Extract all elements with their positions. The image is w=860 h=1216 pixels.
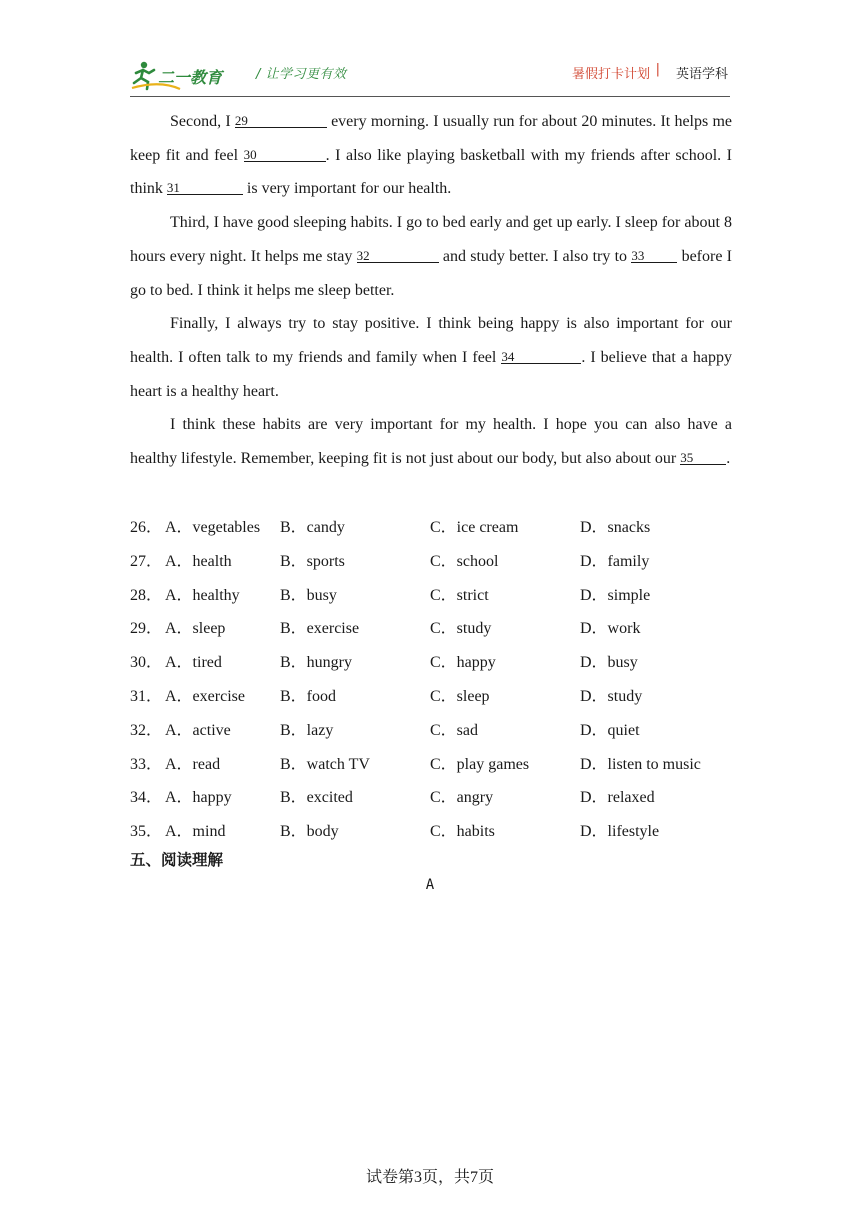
question-number: 26．	[130, 519, 163, 536]
question-number: 31．	[130, 687, 163, 705]
runner-logo-icon	[130, 58, 242, 92]
question-number: 33．	[130, 755, 163, 773]
option-c[interactable]: C．sad	[430, 721, 479, 739]
question-33	[130, 748, 732, 782]
page-header	[130, 52, 730, 96]
option-c[interactable]: C．happy	[430, 654, 496, 672]
question-30	[130, 646, 732, 680]
option-a[interactable]: A．sleep	[165, 620, 226, 638]
blank-34: 34	[501, 349, 581, 364]
option-c[interactable]: C．angry	[430, 789, 494, 807]
part-label: A	[425, 877, 435, 893]
option-b[interactable]: B．hungry	[280, 654, 353, 672]
slogan: / 让学习更有效	[256, 67, 347, 82]
option-d[interactable]: D．relaxed	[580, 789, 655, 807]
option-d[interactable]: D．busy	[580, 654, 638, 672]
question-number: 35．	[130, 823, 163, 841]
question-31	[130, 680, 732, 714]
option-c[interactable]: C．habits	[430, 823, 495, 841]
option-a[interactable]: A．mind	[165, 823, 226, 841]
subject-label: 英语学科	[675, 67, 728, 82]
blank-29: 29	[235, 113, 327, 128]
option-b[interactable]: B．lazy	[280, 721, 334, 739]
logo	[130, 58, 242, 92]
answer-options	[130, 511, 732, 849]
option-b[interactable]: B．exercise	[280, 620, 360, 638]
page-footer: 试卷第3页，共7页	[365, 1169, 494, 1186]
option-c[interactable]: C．play games	[430, 755, 530, 773]
question-number: 30．	[130, 654, 163, 672]
option-a[interactable]: A．healthy	[165, 586, 240, 604]
option-a[interactable]: A．read	[165, 755, 221, 773]
option-b[interactable]: B．excited	[280, 789, 353, 807]
question-number: 29．	[130, 620, 163, 638]
question-29	[130, 612, 732, 646]
blank-31: 31	[167, 180, 243, 195]
header-rule	[130, 96, 730, 97]
option-a[interactable]: A．happy	[165, 789, 232, 807]
blank-30: 30	[244, 147, 326, 162]
option-a[interactable]: A．tired	[165, 654, 222, 672]
option-d[interactable]: D．lifestyle	[580, 823, 660, 841]
blank-32: 32	[357, 248, 439, 263]
question-32	[130, 714, 732, 748]
logo-text: 二一教育	[158, 68, 223, 87]
question-number: 34．	[130, 789, 163, 807]
option-a[interactable]: A．active	[165, 721, 231, 739]
question-26	[130, 511, 732, 545]
option-d[interactable]: D．study	[580, 687, 643, 705]
blank-33: 33	[631, 248, 677, 263]
paragraph-3: Third, I have good sleeping habits. I go to bed early and get up early. I sleep for about 8 hours every night. It helps me stay 32 and study better. I also try to 33 before I go to bed. I think it helps me sleep better.	[130, 214, 733, 299]
option-a[interactable]: A．health	[165, 552, 232, 570]
paragraph-4: Finally, I always try to stay positive. I think being happy is also important for our health. I often talk to my friends and family when I feel 34 . I believe that a happy heart is a healthy heart.	[130, 315, 733, 400]
option-c[interactable]: C．study	[430, 620, 492, 638]
option-d[interactable]: D．snacks	[580, 519, 651, 536]
question-number: 28．	[130, 586, 163, 604]
blank-35: 35	[680, 450, 726, 465]
option-c[interactable]: C．strict	[430, 586, 489, 604]
option-d[interactable]: D．work	[580, 620, 641, 638]
option-c[interactable]: C．sleep	[430, 687, 490, 705]
option-b[interactable]: B．sports	[280, 552, 345, 570]
paragraph-5: I think these habits are very important for my health. I hope you can also have a healthy lifestyle. Remember, keeping fit is not just about our body, but also about our 35 .	[130, 416, 732, 468]
question-number: 27．	[130, 552, 163, 570]
option-c[interactable]: C．ice cream	[430, 519, 519, 536]
option-b[interactable]: B．candy	[280, 519, 345, 536]
option-b[interactable]: B．food	[280, 687, 337, 705]
option-d[interactable]: D．quiet	[580, 721, 640, 739]
header-divider: |	[655, 62, 660, 77]
question-34	[130, 781, 732, 815]
cloze-passage	[130, 105, 732, 476]
option-d[interactable]: D．family	[580, 552, 650, 570]
option-b[interactable]: B．body	[280, 823, 339, 841]
option-b[interactable]: B．busy	[280, 586, 337, 604]
paragraph-2: Second, I 29 every morning. I usually run for about 20 minutes. It helps me keep fit and feel 30 . I also like playing basketball with my friends after school. I think 31 is very important for our health.	[130, 113, 733, 198]
option-c[interactable]: C．school	[430, 552, 499, 570]
option-b[interactable]: B．watch TV	[280, 755, 370, 773]
plan-label: 暑假打卡计划	[571, 67, 650, 82]
question-27	[130, 545, 732, 579]
option-a[interactable]: A．vegetables	[165, 519, 261, 536]
option-a[interactable]: A．exercise	[165, 687, 245, 705]
section-title: 五、阅读理解	[130, 851, 224, 869]
option-d[interactable]: D．listen to music	[580, 755, 701, 773]
option-d[interactable]: D．simple	[580, 586, 651, 604]
question-35	[130, 815, 732, 849]
question-28	[130, 579, 732, 613]
question-number: 32．	[130, 721, 163, 739]
